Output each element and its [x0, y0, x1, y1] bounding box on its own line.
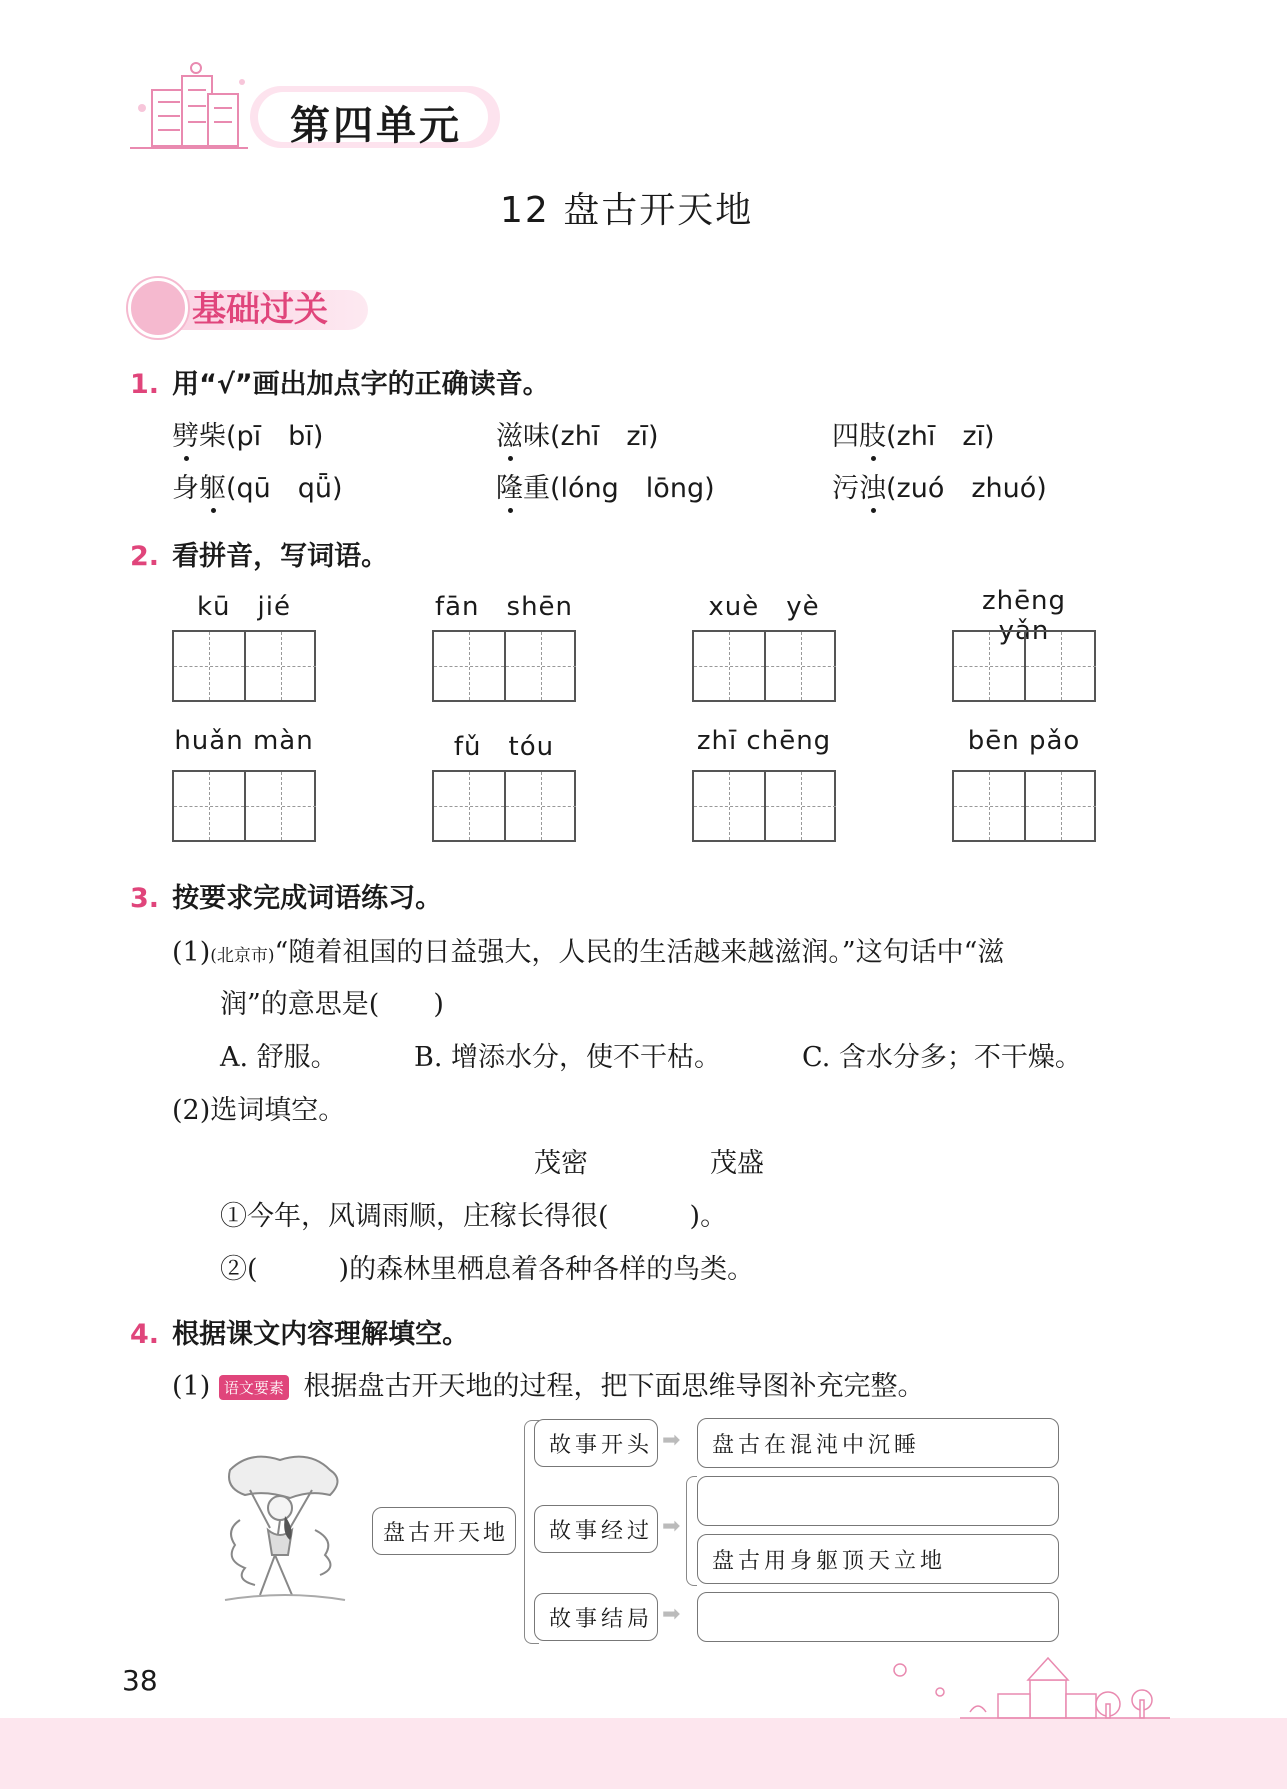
q3-source: (北京市)	[210, 946, 275, 966]
q3-part1	[172, 930, 1004, 969]
writing-grid[interactable]	[432, 630, 576, 702]
q3-part2-label: (2)选词填空。	[172, 1095, 346, 1126]
writing-grid[interactable]	[172, 630, 316, 702]
footer-band	[0, 1718, 1287, 1789]
q1-options[interactable]: (lóng lōng)	[550, 473, 715, 504]
q1-item-text: 四	[832, 421, 859, 452]
option-a[interactable]: A. 舒服。	[220, 1042, 338, 1073]
pinyin-label: zhī chēng	[696, 726, 832, 756]
q1-item-text: 重	[523, 473, 550, 504]
q4-number: 4.	[130, 1319, 160, 1350]
q1-heading	[130, 362, 550, 401]
word-choice: 茂盛	[710, 1148, 764, 1179]
q3-part1-text: “随着祖国的日益强大，人民的生活越来越滋润。”这句话中“滋	[274, 937, 1005, 968]
mindmap-branch-start: 故事开头	[534, 1419, 658, 1467]
mindmap-branch-middle: 故事经过	[534, 1505, 658, 1553]
q1-item-text: 柴	[199, 421, 226, 452]
unit-banner	[130, 60, 510, 160]
q1-item-text: 味	[523, 421, 550, 452]
q4-heading	[130, 1312, 469, 1351]
mindmap-root: 盘古开天地	[372, 1507, 516, 1555]
q1-item	[496, 466, 715, 505]
q4-part1-label: (1)	[172, 1371, 211, 1402]
option-c[interactable]: C. 含水分多；不干燥。	[802, 1042, 1082, 1073]
q1-prompt: 用“√”画出加点字的正确读音。	[172, 369, 550, 400]
q4-prompt: 根据课文内容理解填空。	[172, 1319, 470, 1350]
pinyin-label: kū jié	[197, 592, 291, 622]
q3-prompt: 按要求完成词语练习。	[172, 883, 443, 914]
q3-heading	[130, 876, 442, 915]
dotted-char: 隆	[496, 466, 523, 505]
pinyin-label: fān shēn	[434, 592, 574, 622]
lesson-title: 12 盘古开天地	[500, 190, 754, 231]
mindmap-leaf-3: 盘古用身躯顶天立地	[697, 1534, 1059, 1584]
pinyin-label: zhēng yǎn	[981, 586, 1067, 646]
arrow-right-icon: ➡	[662, 1428, 681, 1453]
writing-grid[interactable]	[952, 630, 1096, 702]
castle-decoration	[880, 1652, 1170, 1720]
q2-prompt: 看拼音，写词语。	[172, 541, 389, 572]
pinyin-label: huǎn màn	[174, 726, 314, 756]
q3-part1-cont[interactable]: 润”的意思是( )	[220, 989, 444, 1020]
section-badge	[128, 272, 378, 334]
q1-options[interactable]: (zhī zī)	[550, 421, 659, 452]
arrow-right-icon: ➡	[662, 1514, 681, 1539]
q1-item	[172, 466, 343, 505]
q1-item-text: 污	[832, 473, 859, 504]
mindmap-leaf-1: 盘古在混沌中沉睡	[697, 1418, 1059, 1468]
q1-item	[832, 414, 995, 453]
writing-grid[interactable]	[432, 770, 576, 842]
q1-item	[832, 466, 1047, 505]
q4-part1-text: 根据盘古开天地的过程，把下面思维导图补充完整。	[303, 1371, 925, 1402]
pangu-illustration	[220, 1450, 350, 1610]
fill-sentence-2[interactable]: ②( )的森林里栖息着各种各样的鸟类。	[220, 1254, 755, 1285]
student-icon	[128, 278, 188, 338]
mindmap-leaf-4-blank[interactable]	[697, 1592, 1059, 1642]
building-icon	[130, 60, 250, 160]
q4-part1	[172, 1364, 924, 1403]
dotted-char: 肢	[859, 414, 886, 453]
pinyin-label: fǔ tóu	[453, 732, 555, 762]
dotted-char: 滋	[496, 414, 523, 453]
page-number: 38	[122, 1664, 158, 1697]
q1-item-text: 身	[172, 473, 199, 504]
mindmap-brace-sub	[686, 1476, 697, 1586]
q3-part1-label: (1)	[172, 937, 211, 968]
q2-heading	[130, 534, 388, 573]
writing-grid[interactable]	[172, 770, 316, 842]
section-label: 基础过关	[192, 290, 328, 330]
mindmap-leaf-2-blank[interactable]	[697, 1476, 1059, 1526]
element-tag: 语文要素	[219, 1375, 289, 1400]
fill-sentence-1[interactable]: ①今年，风调雨顺，庄稼长得很( )。	[220, 1201, 728, 1232]
dotted-char: 浊	[859, 466, 886, 505]
unit-title: 第四单元	[290, 103, 462, 149]
q1-options[interactable]: (zuó zhuó)	[886, 473, 1047, 504]
q1-options[interactable]: (pī bī)	[226, 421, 324, 452]
q1-item	[496, 414, 659, 453]
q1-options[interactable]: (zhī zī)	[886, 421, 995, 452]
q2-number: 2.	[130, 541, 160, 572]
arrow-right-icon: ➡	[662, 1602, 681, 1627]
writing-grid[interactable]	[692, 770, 836, 842]
mindmap-branch-end: 故事结局	[534, 1593, 658, 1641]
word-choice: 茂密	[534, 1148, 588, 1179]
pinyin-label: bēn pǎo	[967, 726, 1081, 756]
writing-grid[interactable]	[692, 630, 836, 702]
dotted-char: 劈	[172, 414, 199, 453]
q1-item	[172, 414, 323, 453]
option-b[interactable]: B. 增添水分，使不干枯。	[414, 1042, 722, 1073]
pinyin-label: xuè yè	[708, 592, 820, 622]
q1-options[interactable]: (qū qǖ)	[226, 473, 343, 504]
q1-number: 1.	[130, 369, 160, 400]
q3-number: 3.	[130, 883, 160, 914]
writing-grid[interactable]	[952, 770, 1096, 842]
dotted-char: 躯	[199, 466, 226, 505]
